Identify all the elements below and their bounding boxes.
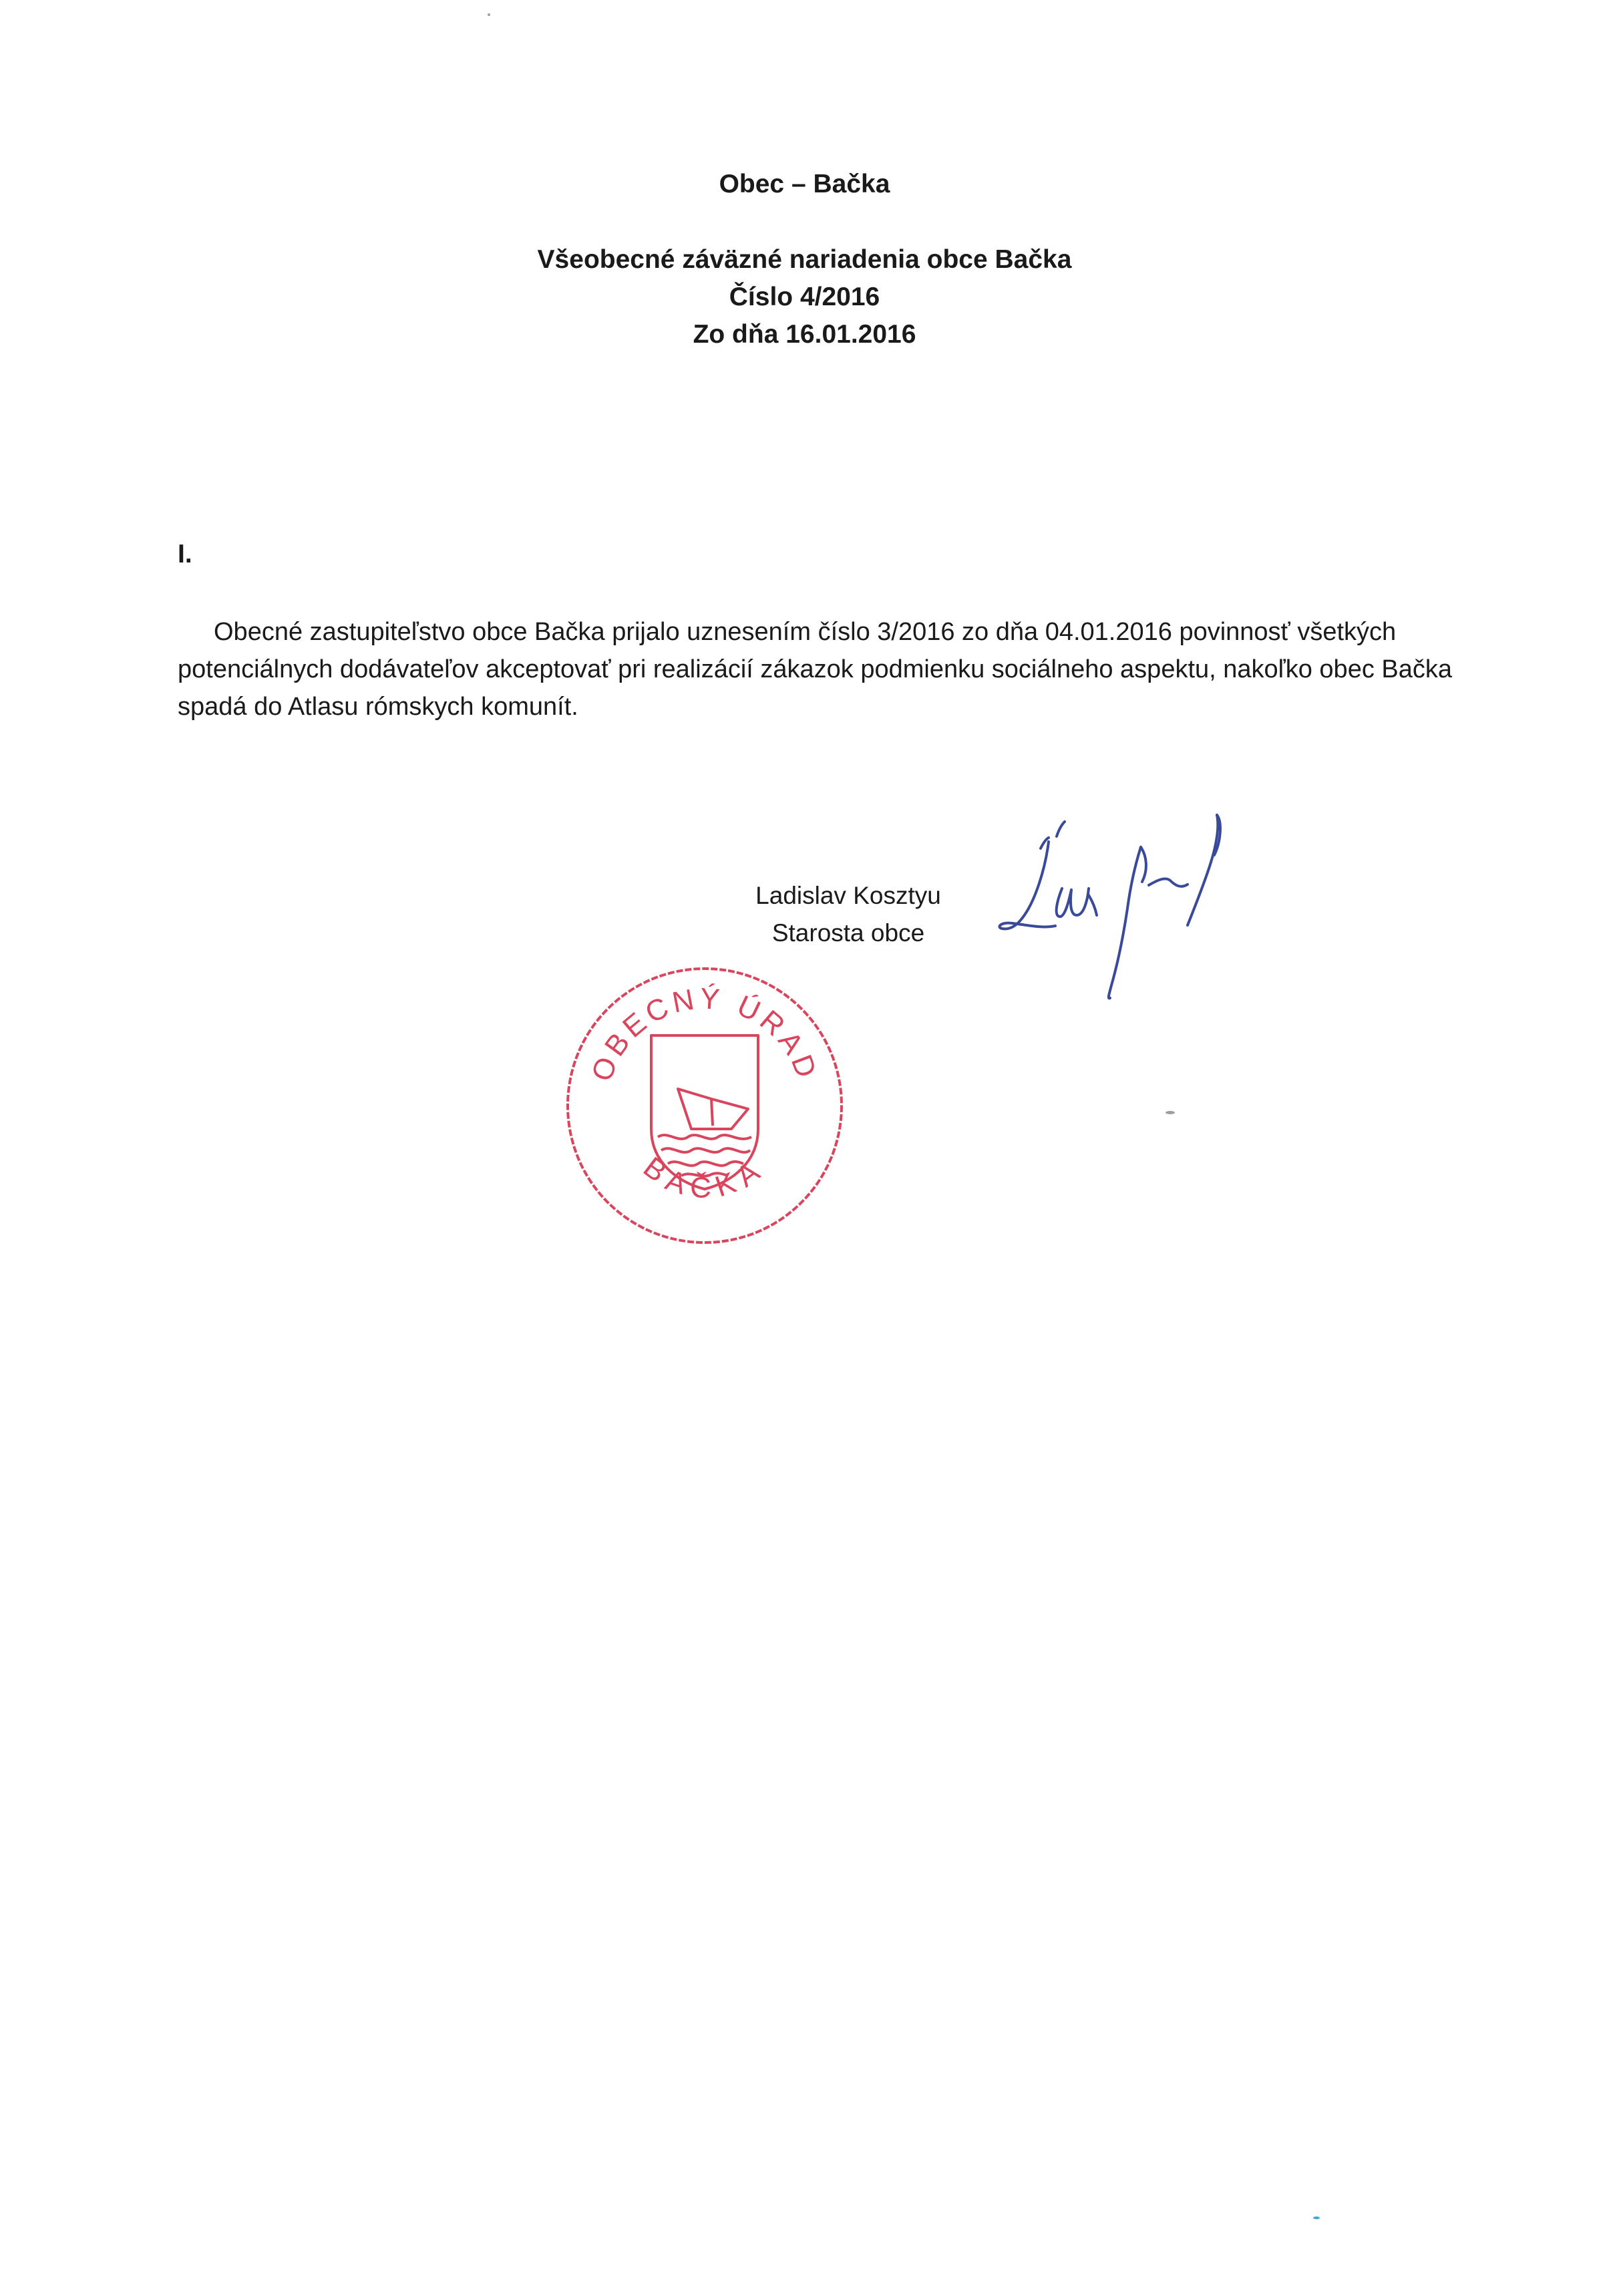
scan-speck xyxy=(1313,2217,1320,2219)
body-paragraph: Obecné zastupiteľstvo obce Bačka prijalo uznesením číslo 3/2016 zo dňa 04.01.2016 povinnosť všetkých potenciálnych dodávateľov akceptovať pri realizácií zákazok podmienku sociálneho aspektu, nakoľko obec Bačka spadá do Atlasu rómskych komunít. xyxy=(178,618,1452,721)
document-number: Číslo 4/2016 xyxy=(729,283,880,311)
municipality-name: Obec – Bačka xyxy=(719,170,890,198)
stamp-bottom-text: BAČKA xyxy=(637,1150,772,1204)
handwritten-signature xyxy=(982,802,1249,1022)
document-date: Zo dňa 16.01.2016 xyxy=(693,320,916,349)
signature-strokes xyxy=(999,815,1220,998)
signatory-block xyxy=(748,877,948,952)
official-stamp xyxy=(558,962,852,1249)
document-title: Všeobecné záväzné nariadenia obce Bačka xyxy=(537,245,1072,274)
scan-speck xyxy=(488,13,490,16)
scan-speck xyxy=(1166,1111,1175,1114)
signatory-role: Starosta obce xyxy=(771,919,925,947)
stamp-top-text: OBECNÝ ÚRAD xyxy=(585,982,824,1086)
section-number: I. xyxy=(178,540,192,568)
title-block xyxy=(0,241,1609,353)
signatory-name: Ladislav Kosztyu xyxy=(755,882,941,909)
